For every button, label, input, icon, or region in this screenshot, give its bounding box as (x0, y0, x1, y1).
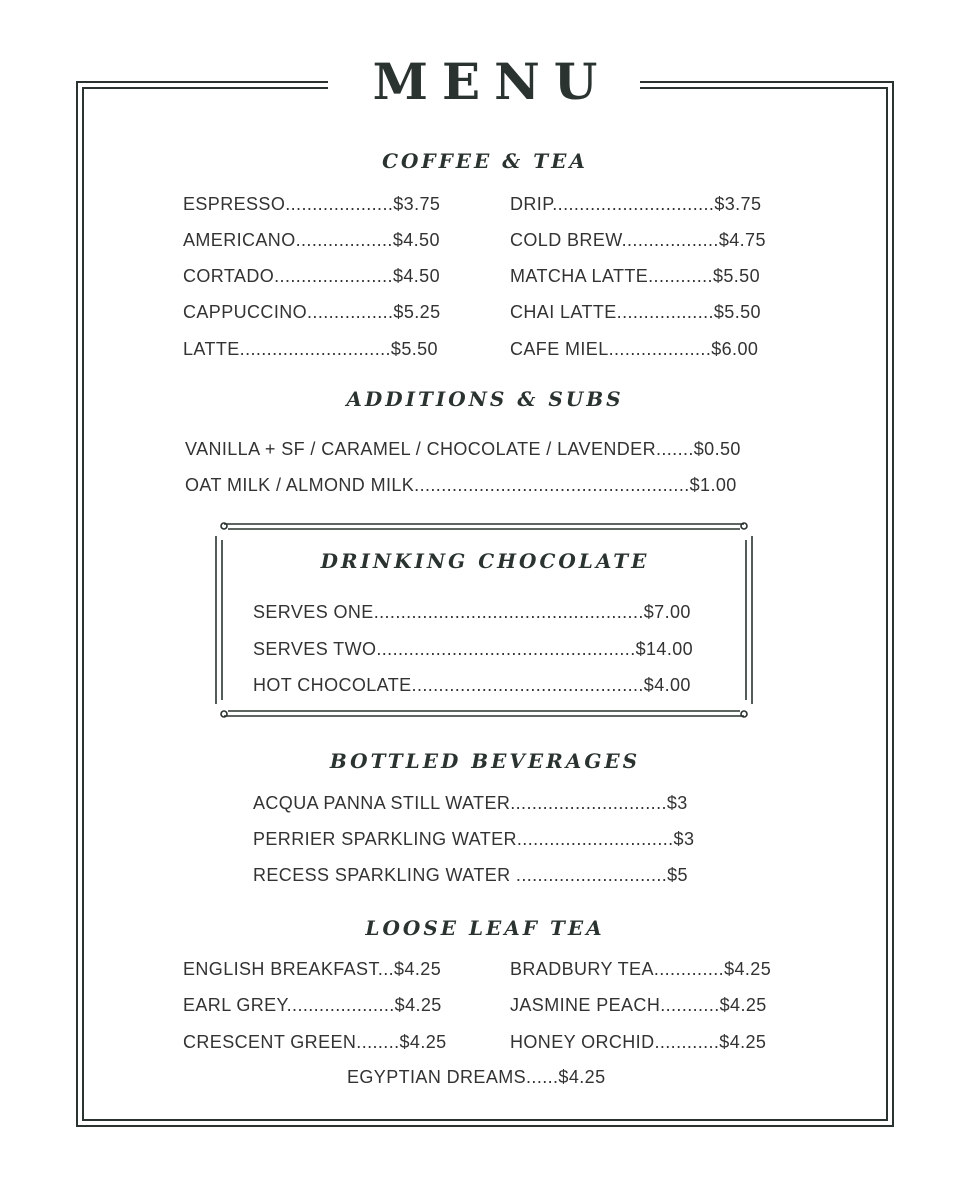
menu-item: LATTE............................$5.50 (183, 339, 438, 359)
menu-item: RECESS SPARKLING WATER ............................$5 (253, 865, 688, 885)
menu-item: CHAI LATTE..................$5.50 (510, 302, 761, 322)
menu-item: DRIP..............................$3.75 (510, 194, 762, 214)
menu-item: BRADBURY TEA.............$4.25 (510, 959, 772, 979)
menu-item: EARL GREY....................$4.25 (183, 995, 442, 1015)
heading-drinking-chocolate: DRINKING CHOCOLATE (320, 549, 650, 573)
menu-item: MATCHA LATTE............$5.50 (510, 266, 761, 286)
menu-title: MENU (372, 52, 612, 111)
menu-item: COLD BREW..................$4.75 (510, 230, 766, 250)
menu-item: JASMINE PEACH...........$4.25 (510, 995, 767, 1015)
menu-item: CORTADO......................$4.50 (183, 266, 441, 286)
menu-item: AMERICANO..................$4.50 (183, 230, 440, 250)
menu-item: SERVES ONE..................................................$7.00 (253, 602, 691, 622)
menu-item: HOT CHOCOLATE...........................................$4.00 (253, 675, 691, 695)
menu-item: HONEY ORCHID............$4.25 (510, 1032, 767, 1052)
menu-item: EGYPTIAN DREAMS......$4.25 (347, 1067, 606, 1087)
menu-item: CRESCENT GREEN........$4.25 (183, 1032, 447, 1052)
menu-item: CAFE MIEL...................$6.00 (510, 339, 759, 359)
menu-item: CAPPUCCINO................$5.25 (183, 302, 441, 322)
heading-additions: ADDITIONS & SUBS (346, 387, 624, 411)
heading-loose-leaf-tea: LOOSE LEAF TEA (365, 916, 605, 940)
heading-bottled-beverages: BOTTLED BEVERAGES (329, 749, 641, 773)
menu-item: ESPRESSO....................$3.75 (183, 194, 441, 214)
menu-item: PERRIER SPARKLING WATER.............................$3 (253, 829, 695, 849)
heading-coffee-tea: COFFEE & TEA (382, 149, 588, 173)
menu-item: ACQUA PANNA STILL WATER.............................$3 (253, 793, 688, 813)
menu-item: VANILLA + SF / CARAMEL / CHOCOLATE / LAVENDER.......$0.50 (185, 439, 741, 459)
menu-item: SERVES TWO................................................$14.00 (253, 639, 694, 659)
menu-item: ENGLISH BREAKFAST...$4.25 (183, 959, 442, 979)
menu-item: OAT MILK / ALMOND MILK...................................................$1.00 (185, 475, 737, 495)
